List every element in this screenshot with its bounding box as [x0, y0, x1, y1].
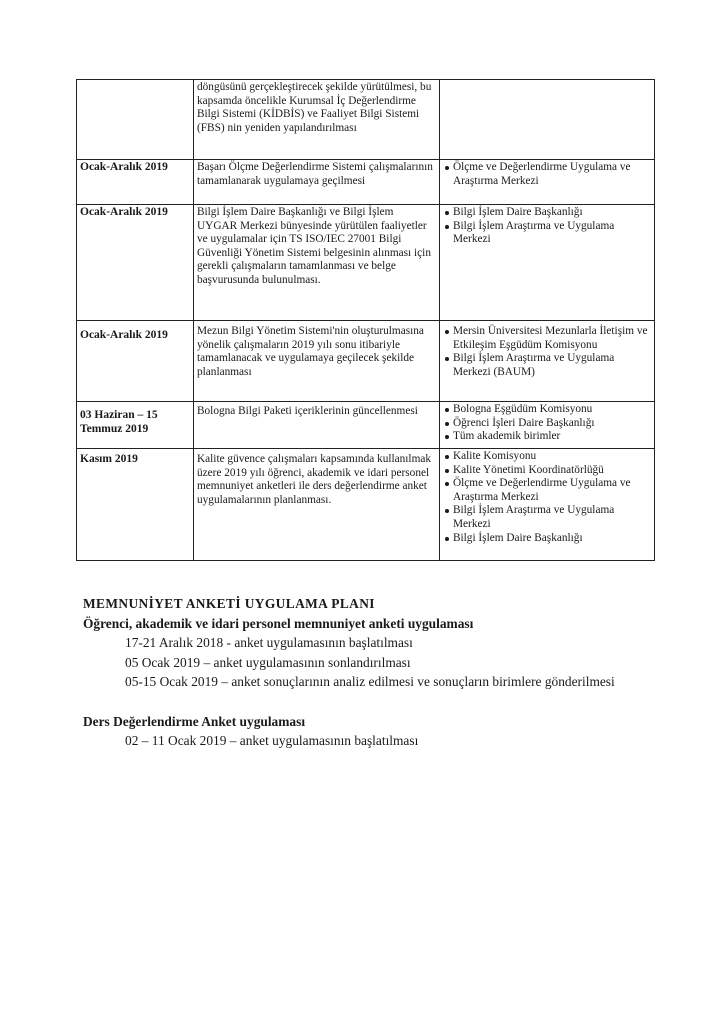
table-row	[77, 449, 655, 561]
date-cell: Ocak-Aralık 2019	[77, 205, 194, 321]
schedule-line: 02 – 11 Ocak 2019 – anket uygulamasının başlatılması	[125, 733, 419, 748]
table-row	[77, 80, 655, 160]
list-item: Öğrenci İşleri Daire Başkanlığı	[443, 417, 651, 431]
date-cell: Kasım 2019	[77, 449, 194, 561]
table-row	[77, 205, 655, 321]
description-cell: Bologna Bilgi Paketi içeriklerinin güncellenmesi	[194, 402, 440, 449]
description-cell: Bilgi İşlem Daire Başkanlığı ve Bilgi İşlem UYGAR Merkezi bünyesinde yürütülen faaliyetler ve uygulamalar için TS ISO/IEC 27001 Bilgi Güvenliği Yönetim Sistemi belgesinin alınması için gerekli çalışmaların tamamlanması ve belge başvurusunda bulunulması.	[194, 205, 440, 321]
responsible-cell	[440, 321, 655, 402]
list-item: Bilgi İşlem Araştırma ve Uygulama Merkezi (BAUM)	[443, 352, 651, 379]
responsible-cell	[440, 205, 655, 321]
course-evaluation-title: Ders Değerlendirme Anket uygulaması	[83, 713, 306, 729]
table-row	[77, 160, 655, 205]
date-cell: 03 Haziran – 15 Temmuz 2019	[77, 402, 194, 449]
schedule-line: 05 Ocak 2019 – anket uygulamasının sonlandırılması	[125, 654, 411, 670]
section-subtitle: Öğrenci, akademik ve idari personel memnuniyet anketi uygulaması	[83, 615, 474, 631]
responsible-cell	[440, 449, 655, 561]
list-item: Kalite Komisyonu	[443, 450, 651, 464]
schedule-line: 17-21 Aralık 2018 - anket uygulamasının başlatılması	[125, 635, 413, 650]
table-row	[77, 321, 655, 402]
description-cell: Mezun Bilgi Yönetim Sistemi'nin oluşturulmasına yönelik çalışmaların 2019 yılı sonu itibariyle tamamlanacak ve uygulamaya geçilecek şekilde planlanması	[194, 321, 440, 402]
list-item: Bilgi İşlem Araştırma ve Uygulama Merkezi	[443, 220, 651, 247]
list-item: Bilgi İşlem Araştırma ve Uygulama Merkezi	[443, 504, 651, 531]
survey-plan-section	[83, 594, 683, 751]
description-cell: Başarı Ölçme Değerlendirme Sistemi çalışmalarının tamamlanarak uygulamaya geçilmesi	[194, 160, 440, 205]
list-item: Bilgi İşlem Daire Başkanlığı	[443, 206, 651, 220]
list-item: Tüm akademik birimler	[443, 430, 651, 444]
date-cell	[77, 80, 194, 160]
table-row	[77, 402, 655, 449]
list-item: Bilgi İşlem Daire Başkanlığı	[443, 532, 651, 546]
list-item: Kalite Yönetimi Koordinatörlüğü	[443, 464, 651, 478]
list-item: Bologna Eşgüdüm Komisyonu	[443, 403, 651, 417]
section-title: MEMNUNİYET ANKETİ UYGULAMA PLANI	[83, 596, 375, 611]
responsible-cell	[440, 160, 655, 205]
description-cell: Kalite güvence çalışmaları kapsamında kullanılmak üzere 2019 yılı öğrenci, akademik ve idari personel memnuniyet anketleri ile ders değerlendirme anket uygulamalarının planlanması.	[194, 449, 440, 561]
action-plan-table	[76, 79, 655, 561]
list-item: Mersin Üniversitesi Mezunlarla İletişim ve Etkileşim Eşgüdüm Komisyonu	[443, 325, 651, 352]
list-item: Ölçme ve Değerlendirme Uygulama ve Araştırma Merkezi	[443, 161, 651, 188]
date-cell: Ocak-Aralık 2019	[77, 160, 194, 205]
schedule-line: 05-15 Ocak 2019 – anket sonuçlarının analiz edilmesi ve sonuçların birimlere gönderilmesi	[125, 674, 615, 689]
date-cell: Ocak-Aralık 2019	[77, 321, 194, 402]
responsible-cell	[440, 402, 655, 449]
list-item: Ölçme ve Değerlendirme Uygulama ve Araştırma Merkezi	[443, 477, 651, 504]
responsible-cell	[440, 80, 655, 160]
description-cell: döngüsünü gerçekleştirecek şekilde yürütülmesi, bu kapsamda öncelikle Kurumsal İç Değerlendirme Bilgi Sistemi (KİDBİS) ve Faaliyet Bilgi Sistemi (FBS) nin yeniden yapılandırılması	[194, 80, 440, 160]
